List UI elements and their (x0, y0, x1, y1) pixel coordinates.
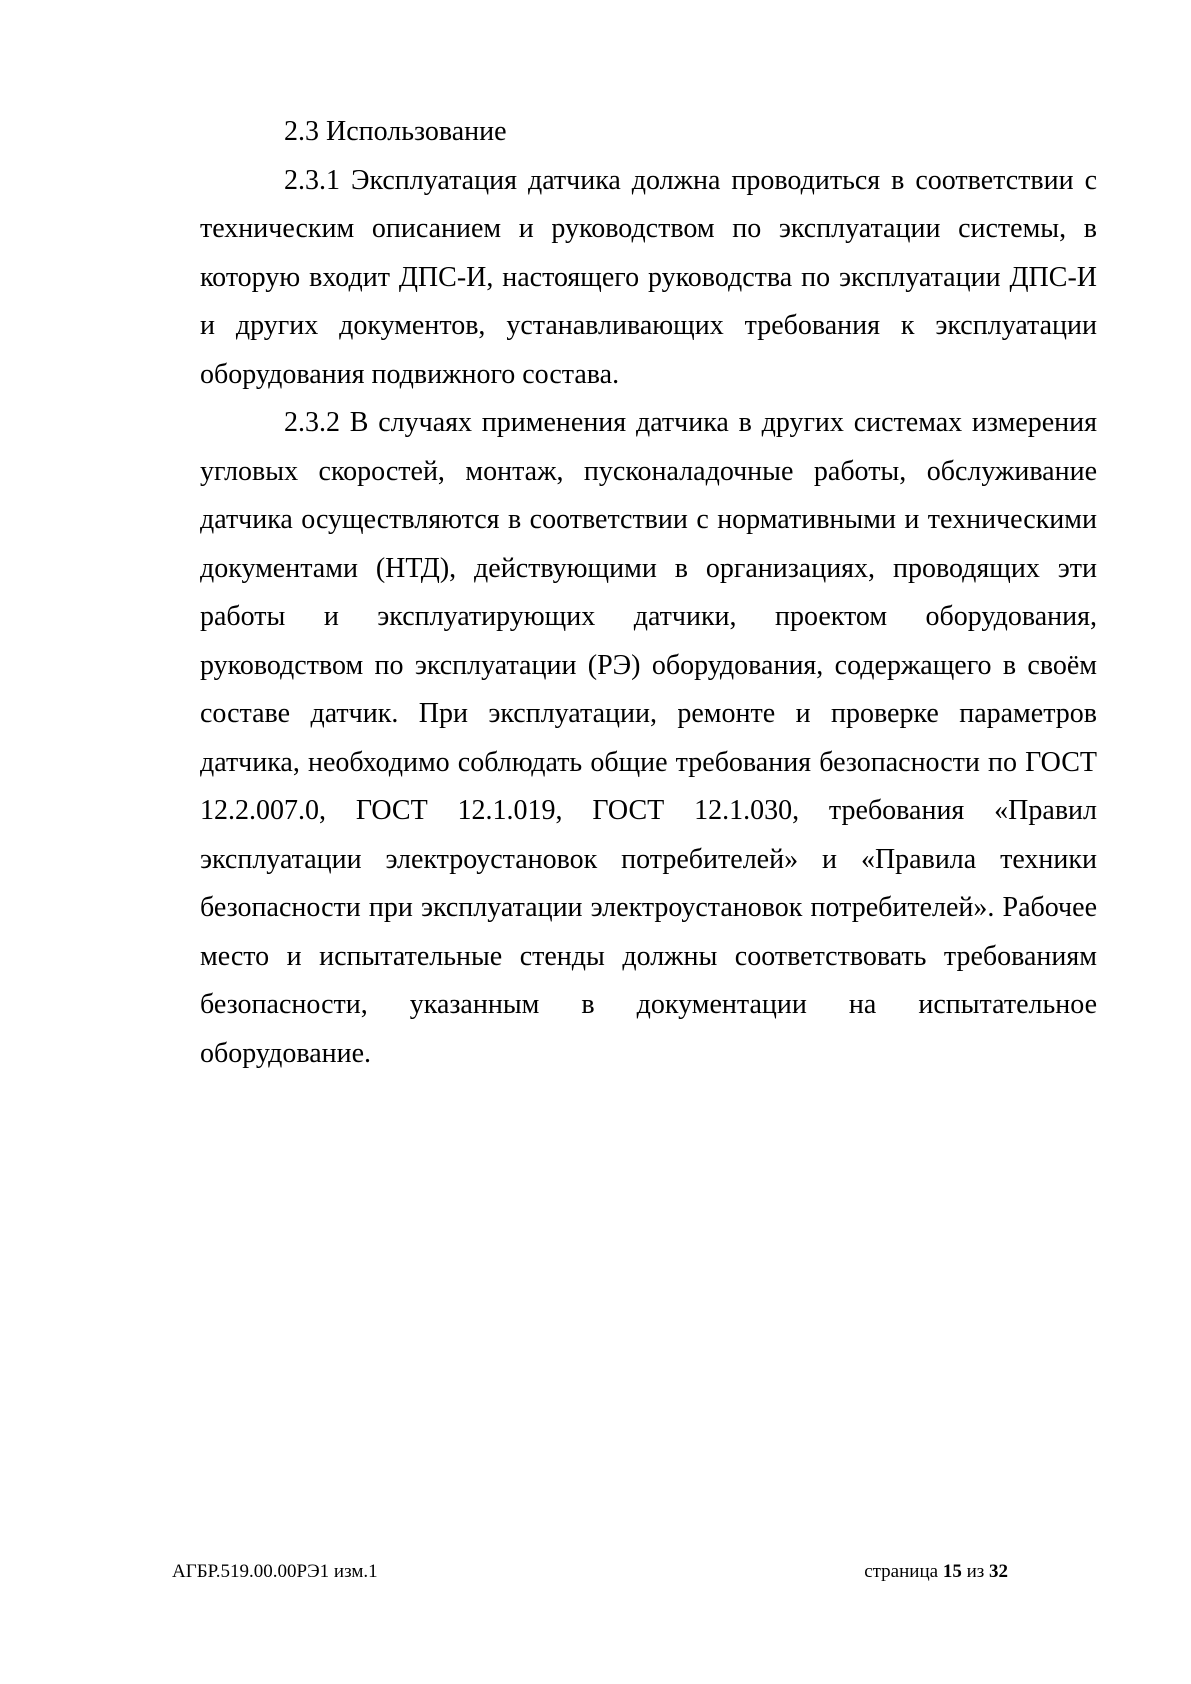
paragraph-2-3-2: 2.3.2 В случаях применения датчика в других системах измерения угловых скоростей, монтаж, пусконаладочные работы, обслуживание датчика осуществляются в соответствии с нормативными и техническими документами (НТД), действующими в организациях, проводящих эти работы и эксплуатирующих датчики, проектом оборудования, руководством по эксплуатации (РЭ) оборудования, содержащего в своём составе датчик. При эксплуатации, ремонте и проверке параметров датчика, необходимо соблюдать общие требования безопасности по ГОСТ 12.2.007.0, ГОСТ 12.1.019, ГОСТ 12.1.030, требования «Правил эксплуатации электроустановок потребителей» и «Правила техники безопасности при эксплуатации электроустановок потребителей». Рабочее место и испытательные стенды должны соответствовать требованиям безопасности, указанным в документации на испытательное оборудование. (200, 407, 1097, 1069)
page-word: страница (864, 1561, 939, 1582)
page-total: 32 (989, 1561, 1008, 1582)
page-current: 15 (942, 1561, 962, 1582)
page-separator: из (966, 1561, 985, 1582)
paragraph-2-3-1: 2.3.1 Эксплуатация датчика должна проводиться в соответствии с техническим описанием и руководством по эксплуатации системы, в которую входит ДПС-И, настоящего руководства по эксплуатации ДПС-И и других документов, устанавливающих требования к эксплуатации оборудования подвижного состава. (200, 164, 1097, 390)
footer-doc-code: АГБР.519.00.00РЭ1 изм.1 (172, 1561, 378, 1582)
section-heading: 2.3 Использование (284, 116, 507, 147)
footer-page-number (864, 1560, 1008, 1584)
page-body (200, 108, 1097, 1078)
